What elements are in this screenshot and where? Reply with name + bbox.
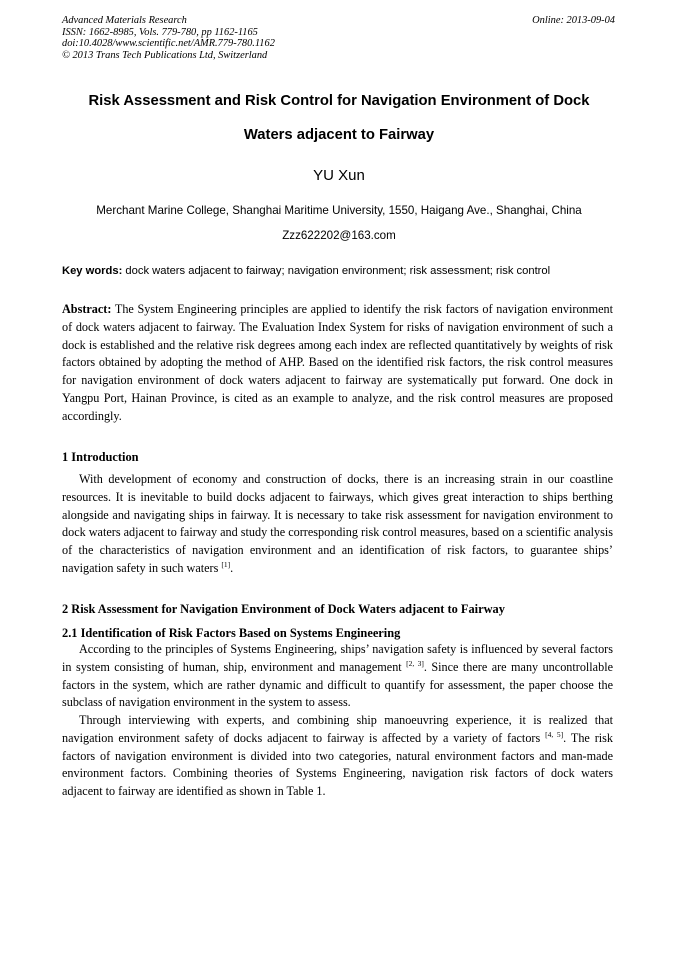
section-2-1-paragraph-1 <box>62 641 613 712</box>
abstract-label: Abstract: <box>62 302 112 316</box>
keywords <box>62 264 622 279</box>
journal-name: Advanced Materials Research <box>62 15 187 26</box>
section-2-heading: 2 Risk Assessment for Navigation Environment of Dock Waters adjacent to Fairway <box>62 602 505 616</box>
affiliation: Merchant Marine College, Shanghai Maritime University, 1550, Haigang Ave., Shanghai, China <box>96 204 582 217</box>
abstract-text: The System Engineering principles are applied to identify the risk factors of navigation environment of dock waters adjacent to fairway. The Evaluation Index System for risks of navigation environment of such a dock is established and the relative risk degrees among each index are reflected quantitatively by weights of risk factors obtained by adopting the method of AHP. Based on the identified risk factors, the risk control measures for navigation environment of dock waters adjacent to fairway are systematically put forward. One dock in Yangpu Port, Hainan Province, is cited as an example to analyze, and the risk control measures are proposed accordingly. <box>62 302 613 423</box>
section-1-text: With development of economy and construction of docks, there is an increasing strain in our coastline resources. It is inevitable to build docks adjacent to fairways, which gives great interaction to ships berthing alongside and navigating ships in fairway. It is necessary to take risk assessment for navigation environment to dock waters adjacent to fairway and study the corresponding risk control measures, based on a scientific analysis of the characteristics of navigation environment and an identification of risk factors, to guarantee ships’ navigation safety in such waters <box>62 472 613 575</box>
paragraph-text: Through interviewing with experts, and combining ship manoeuvring experience, it is realized that navigation environment safety of docks adjacent to fairway is affected by a variety of factors <box>62 713 613 745</box>
citation: [4, 5] <box>545 729 564 739</box>
section-2-1-paragraph-2 <box>62 712 613 801</box>
author-name: YU Xun <box>313 167 365 184</box>
author-email: Zzz622202@163.com <box>282 229 396 242</box>
journal-header <box>62 15 275 61</box>
section-1-end: . <box>230 560 234 575</box>
section-1-heading: 1 Introduction <box>62 450 139 464</box>
issn-line: ISSN: 1662-8985, Vols. 779-780, pp 1162-1165 <box>62 26 258 38</box>
keywords-text: dock waters adjacent to fairway; navigation environment; risk assessment; risk control <box>122 265 551 277</box>
doi-line: doi:10.4028/www.scientific.net/AMR.779-780.1162 <box>62 38 275 50</box>
section-2-1-heading: 2.1 Identification of Risk Factors Based on Systems Engineering <box>62 626 401 640</box>
abstract <box>62 301 613 426</box>
paragraph-text: According to the principles of Systems Engineering, ships’ navigation safety is influenced by several factors in system consisting of human, ship, environment and management <box>62 642 613 674</box>
online-date: Online: 2013-09-04 <box>532 15 615 26</box>
copyright-line: © 2013 Trans Tech Publications Ltd, Switzerland <box>62 49 268 61</box>
title-line-1: Risk Assessment and Risk Control for Navigation Environment of Dock <box>88 93 590 109</box>
citation: [2, 3] <box>406 658 424 668</box>
section-1-paragraph <box>62 471 613 578</box>
paragraph-rest: . Since there are many uncontrollable factors in the system, which are rather dynamic and difficult to quantify for assessment, the paper choose the subclass of navigation environment in the system to assess. <box>62 659 613 710</box>
citation: [1] <box>221 559 231 569</box>
keywords-label: Key words: <box>62 265 123 277</box>
paragraph-rest: . The risk factors of navigation environment is divided into two categories, natural environment factors and man-made environment factors. Combining theories of Systems Engineering, navigation risk factors of dock waters adjacent to fairway are identified as shown in Table 1. <box>62 730 613 799</box>
title-line-2: Waters adjacent to Fairway <box>243 127 435 143</box>
